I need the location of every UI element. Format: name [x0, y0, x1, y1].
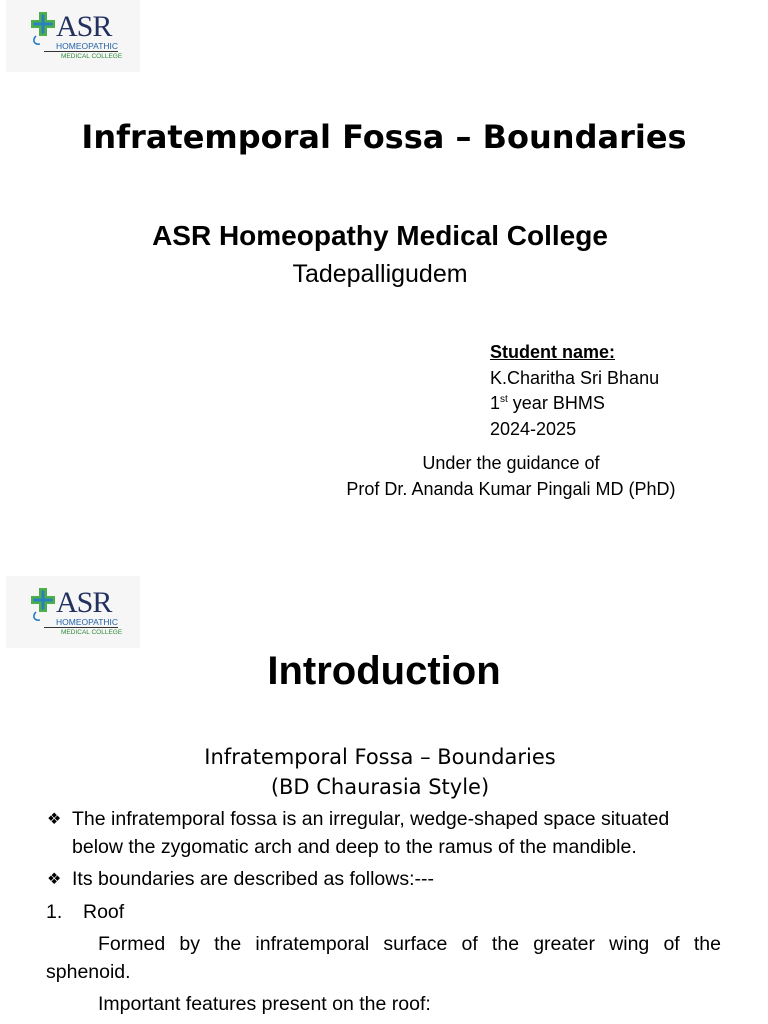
- college-name: ASR Homeopathy Medical College: [152, 220, 608, 251]
- logo-asr-text: ASR: [56, 10, 112, 43]
- college-logo: [6, 0, 140, 72]
- logo-divider: [44, 627, 118, 628]
- student-name: K.Charitha Sri Bhanu: [490, 367, 660, 388]
- logo-homeopathic-text: HOMEOPATHIC: [56, 617, 119, 627]
- college-logo: [6, 576, 140, 648]
- year-suffix: st: [500, 394, 508, 405]
- medical-cross-icon: [30, 12, 58, 48]
- slide-subtitle: [0, 742, 760, 802]
- subtitle-line-1: Infratemporal Fossa – Boundaries: [204, 745, 556, 769]
- item-number: 1.: [46, 900, 63, 923]
- medical-cross-icon: [30, 588, 58, 624]
- bullet-text: The infratemporal fossa is an irregular, wedge-shaped space situated below the zygomatic arch and deep to the ramus of the mandible.: [72, 808, 670, 858]
- student-session: 2024-2025: [490, 418, 577, 439]
- diamond-bullet-icon: ❖: [47, 811, 62, 828]
- diamond-bullet-icon: ❖: [47, 871, 62, 888]
- numbered-item-roof: [46, 899, 721, 927]
- guide-name: Prof Dr. Ananda Kumar Pingali MD (PhD): [346, 478, 676, 499]
- item-label: Roof: [83, 900, 125, 923]
- student-year: [490, 391, 659, 417]
- year-course: year BHMS: [507, 393, 605, 413]
- slide-title: Infratemporal Fossa – Boundaries: [81, 118, 687, 156]
- slide-body: [46, 806, 721, 1024]
- student-info: [490, 340, 659, 442]
- subtitle-line-2: (BD Chaurasia Style): [270, 775, 490, 799]
- student-label: Student name:: [490, 342, 616, 362]
- bullet-text: Its boundaries are described as follows:---: [72, 868, 434, 890]
- logo-homeopathic-text: HOMEOPATHIC: [56, 41, 119, 51]
- bullet-item: [46, 866, 721, 894]
- logo-divider: [44, 51, 118, 52]
- year-number: 1: [490, 393, 501, 413]
- logo-college-text: MEDICAL COLLEGE: [61, 629, 123, 636]
- roof-features-heading: Important features present on the roof:: [98, 993, 431, 1015]
- roof-description: Formed by the infratemporal surface of the greater wing of the sphenoid.: [46, 933, 721, 983]
- introduction-slide: [0, 575, 768, 1024]
- guidance-block: [330, 451, 692, 502]
- logo-asr-text: ASR: [56, 586, 112, 619]
- guidance-label: Under the guidance of: [422, 453, 600, 473]
- college-town: Tadepalligudem: [292, 260, 468, 288]
- bullet-item: [46, 806, 721, 861]
- logo-college-text: MEDICAL COLLEGE: [61, 53, 123, 60]
- slide-title: Introduction: [267, 649, 501, 693]
